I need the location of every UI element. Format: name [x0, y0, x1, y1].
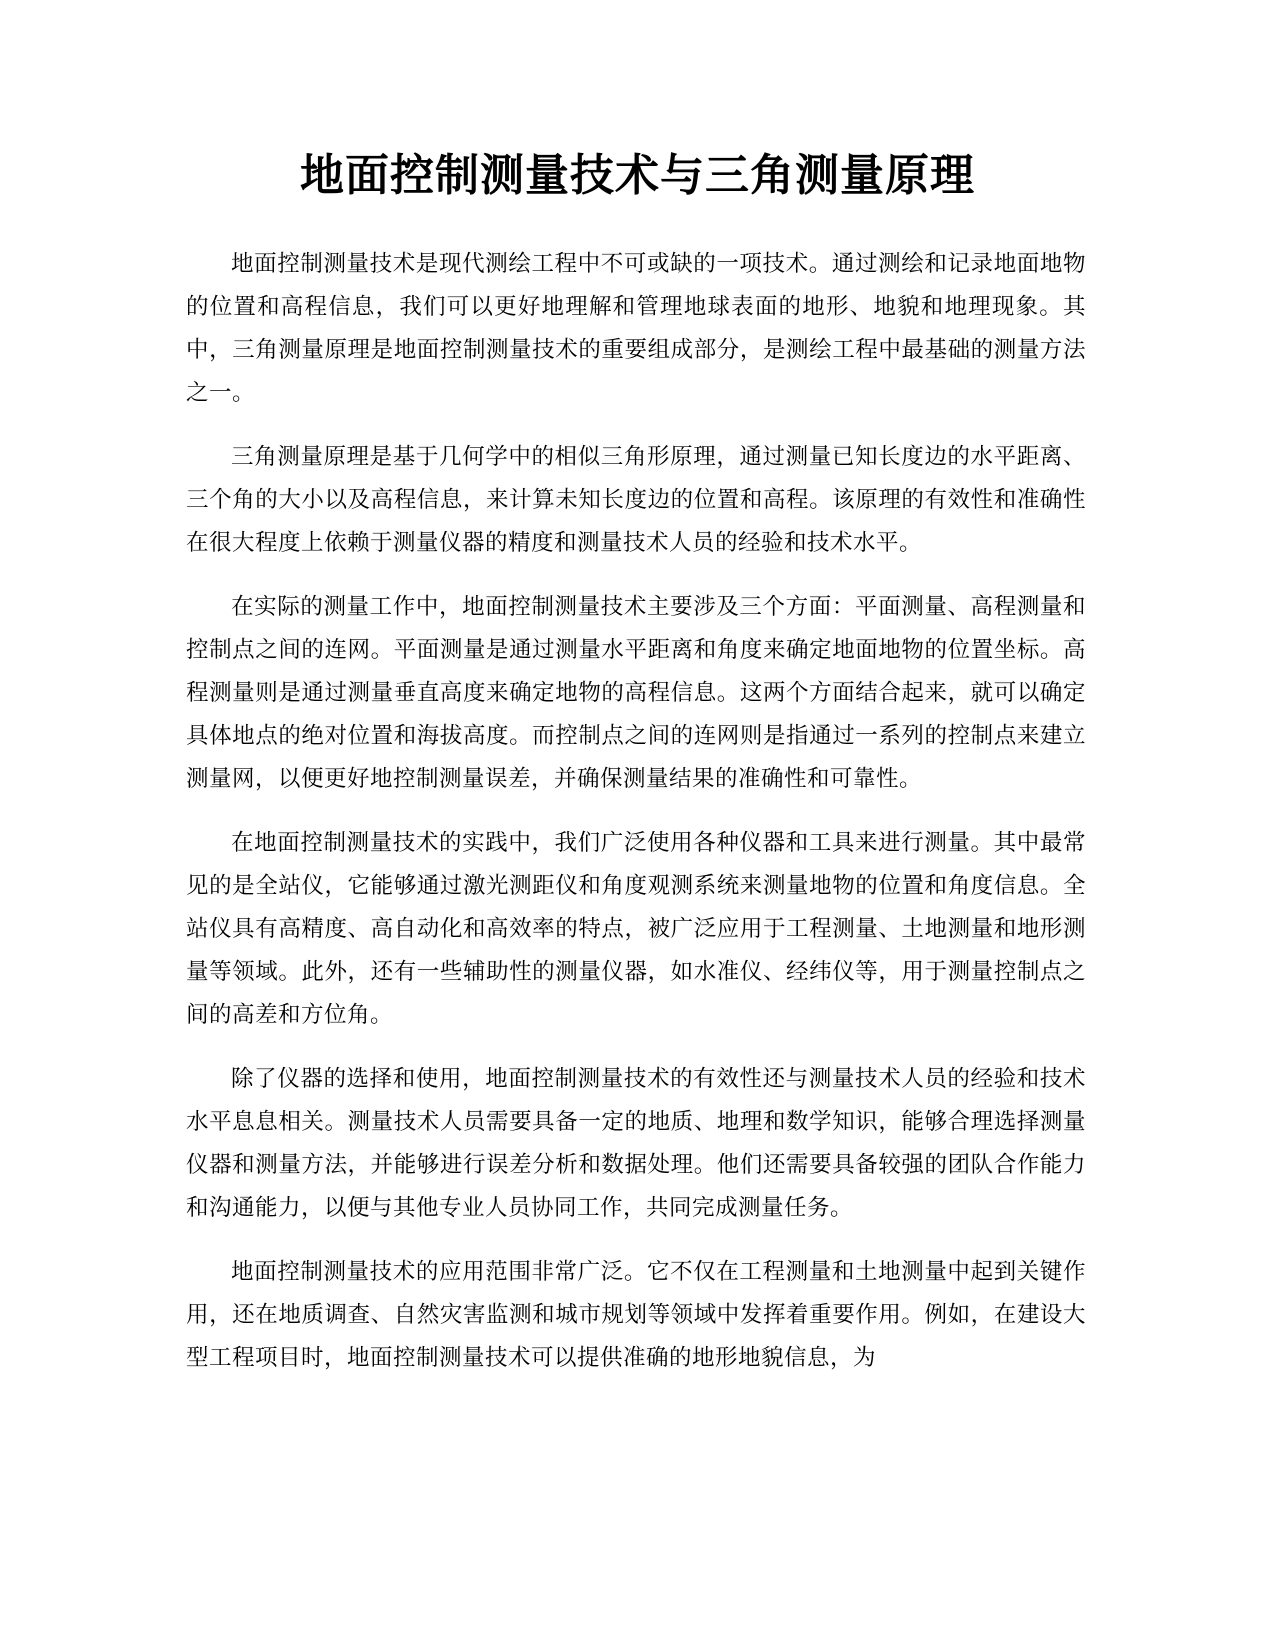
paragraph-4: 在地面控制测量技术的实践中，我们广泛使用各种仪器和工具来进行测量。其中最常见的是全站仪，它能够通过激光测距仪和角度观测系统来测量地物的位置和角度信息。全站仪具有高精度、高自动化和高效率的特点，被广泛应用于工程测量、土地测量和地形测量等领域。此外，还有一些辅助性的测量仪器，如水准仪、经纬仪等，用于测量控制点之间的高差和方位角。	[186, 830, 1086, 1028]
paragraph-1: 地面控制测量技术是现代测绘工程中不可或缺的一项技术。通过测绘和记录地面地物的位置和高程信息，我们可以更好地理解和管理地球表面的地形、地貌和地理现象。其中，三角测量原理是地面控制测量技术的重要组成部分，是测绘工程中最基础的测量方法之一。	[186, 251, 1086, 406]
paragraph-2: 三角测量原理是基于几何学中的相似三角形原理，通过测量已知长度边的水平距离、三个角的大小以及高程信息，来计算未知长度边的位置和高程。该原理的有效性和准确性在很大程度上依赖于测量仪器的精度和测量技术人员的经验和技术水平。	[186, 444, 1086, 556]
page-title: 地面控制测量技术与三角测量原理	[300, 150, 975, 201]
document-body	[186, 243, 1086, 1401]
paragraph-6: 地面控制测量技术的应用范围非常广泛。它不仅在工程测量和土地测量中起到关键作用，还在地质调查、自然灾害监测和城市规划等领域中发挥着重要作用。例如，在建设大型工程项目时，地面控制测量技术可以提供准确的地形地貌信息，为	[186, 1259, 1086, 1371]
paragraph-5: 除了仪器的选择和使用，地面控制测量技术的有效性还与测量技术人员的经验和技术水平息息相关。测量技术人员需要具备一定的地质、地理和数学知识，能够合理选择测量仪器和测量方法，并能够进行误差分析和数据处理。他们还需要具备较强的团队合作能力和沟通能力，以便与其他专业人员协同工作，共同完成测量任务。	[186, 1066, 1086, 1221]
paragraph-3: 在实际的测量工作中，地面控制测量技术主要涉及三个方面：平面测量、高程测量和控制点之间的连网。平面测量是通过测量水平距离和角度来确定地面地物的位置坐标。高程测量则是通过测量垂直高度来确定地物的高程信息。这两个方面结合起来，就可以确定具体地点的绝对位置和海拔高度。而控制点之间的连网则是指通过一系列的控制点来建立测量网，以便更好地控制测量误差，并确保测量结果的准确性和可靠性。	[186, 594, 1086, 792]
